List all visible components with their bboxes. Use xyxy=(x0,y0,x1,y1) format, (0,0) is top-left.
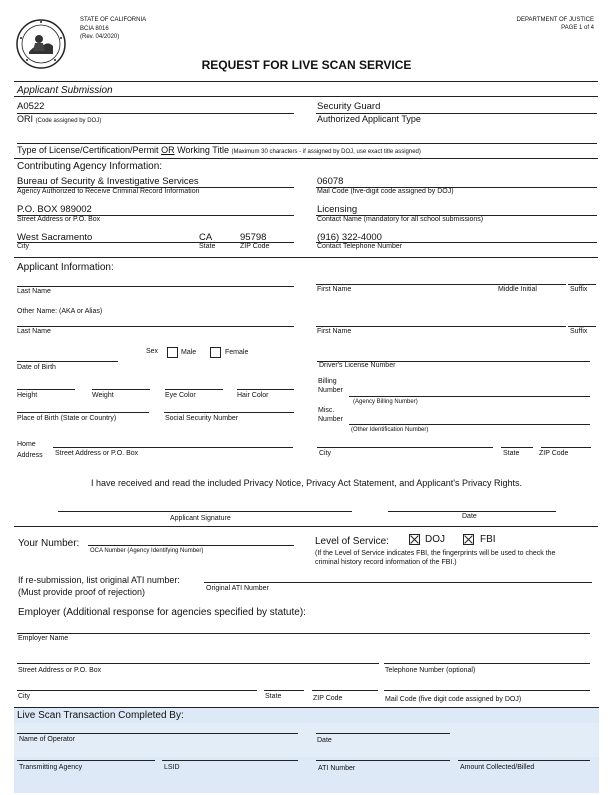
last-name-line[interactable] xyxy=(17,286,294,287)
authorized-type-value[interactable]: Security Guard xyxy=(317,101,381,112)
home-zip-line[interactable] xyxy=(541,447,591,448)
male-checkbox[interactable] xyxy=(167,347,178,358)
agency-state-value[interactable]: CA xyxy=(199,232,213,243)
divider xyxy=(14,526,598,527)
ati-number-line[interactable] xyxy=(316,760,450,761)
drivers-license-label: Driver's License Number xyxy=(319,362,396,369)
misc-number-line[interactable] xyxy=(349,424,590,425)
aka-first-name-label: First Name xyxy=(317,328,352,335)
weight-label: Weight xyxy=(92,392,114,399)
divider xyxy=(14,707,599,708)
fbi-note-line2: criminal history record information of the FBI.) xyxy=(315,559,457,566)
privacy-statement: I have received and read the included Privacy Notice, Privacy Act Statement, and Applicant's Privacy Rights. xyxy=(91,478,522,488)
middle-initial-label: Middle Initial xyxy=(498,286,537,293)
employer-state-label: State xyxy=(265,693,282,700)
misc-number-label: Misc. Number xyxy=(318,407,343,423)
divider xyxy=(14,158,598,159)
aka-suffix-line[interactable] xyxy=(568,326,596,327)
employer-mail-code-line[interactable] xyxy=(384,690,590,691)
mail-code-label: Mail Code (five-digit code assigned by DOJ) xyxy=(317,188,454,195)
billing-number-label: Billing Number xyxy=(318,378,343,394)
your-number-label: Your Number: xyxy=(18,538,80,549)
license-type-label: Type of License/Certification/Permit OR Working Title (Maximum 30 characters - if assigned by DOJ, use exact title assigned) xyxy=(17,145,421,155)
license-type-line[interactable] xyxy=(17,143,597,144)
billing-number-note: (Agency Billing Number) xyxy=(353,399,418,405)
state-label: STATE OF CALIFORNIA xyxy=(80,17,147,23)
aka-first-name-line[interactable] xyxy=(316,326,566,327)
amount-label: Amount Collected/Billed xyxy=(460,764,535,771)
eye-color-label: Eye Color xyxy=(165,392,196,399)
dob-label: Date of Birth xyxy=(17,364,56,371)
signature-date-line[interactable] xyxy=(388,511,556,512)
amount-line[interactable] xyxy=(458,760,590,761)
divider xyxy=(14,81,598,82)
your-number-line[interactable] xyxy=(88,545,294,546)
misc-number-note: (Other Identification Number) xyxy=(351,427,429,433)
employer-zip-line[interactable] xyxy=(312,690,378,691)
lsid-label: LSID xyxy=(164,764,180,771)
divider xyxy=(14,257,598,258)
employer-name-line[interactable] xyxy=(17,633,590,634)
home-address-label: Home Address xyxy=(17,441,43,459)
aka-suffix-label: Suffix xyxy=(570,328,588,335)
agency-state-label: State xyxy=(199,243,216,250)
applicant-information-heading: Applicant Information: xyxy=(17,262,114,273)
weight-line[interactable] xyxy=(92,389,150,390)
home-state-line[interactable] xyxy=(501,447,533,448)
signature-date-label: Date xyxy=(462,513,477,520)
authorized-type-label: Authorized Applicant Type xyxy=(317,114,421,124)
employer-zip-label: ZIP Code xyxy=(313,695,343,702)
agency-city-value[interactable]: West Sacramento xyxy=(17,232,93,243)
ati-number-label: ATI Number xyxy=(318,765,356,772)
aka-last-name-label: Last Name xyxy=(17,328,51,335)
doj-label: DOJ xyxy=(425,534,445,545)
form-id: BCIA 8016 xyxy=(80,26,109,32)
agency-address-label: Street Address or P.O. Box xyxy=(17,216,101,223)
level-of-service-label: Level of Service: xyxy=(315,536,389,547)
employer-state-line[interactable] xyxy=(264,690,304,691)
height-line[interactable] xyxy=(17,389,75,390)
height-label: Height xyxy=(17,392,38,399)
ori-label: ORI (Code assigned by DOJ) xyxy=(17,114,102,124)
agency-city-label: City xyxy=(17,243,30,250)
operator-label: Name of Operator xyxy=(19,736,76,743)
transmitting-agency-line[interactable] xyxy=(17,760,155,761)
first-name-line[interactable] xyxy=(316,284,566,285)
ori-value[interactable]: A0522 xyxy=(17,101,45,112)
applicant-submission-heading: Applicant Submission xyxy=(17,85,113,96)
form-title: REQUEST FOR LIVE SCAN SERVICE xyxy=(201,58,412,72)
signature-label: Applicant Signature xyxy=(170,515,231,522)
doj-checkbox[interactable] xyxy=(409,534,420,545)
home-city-label: City xyxy=(319,450,332,457)
page-number: PAGE 1 of 4 xyxy=(561,25,594,31)
original-ati-line[interactable] xyxy=(204,582,592,583)
oca-note: OCA Number (Agency Identifying Number) xyxy=(90,548,204,554)
suffix-label: Suffix xyxy=(570,286,588,293)
last-name-label: Last Name xyxy=(17,288,51,295)
employer-phone-line[interactable] xyxy=(384,663,590,664)
contact-name-value[interactable]: Licensing xyxy=(317,204,358,215)
mail-code-value[interactable]: 06078 xyxy=(317,176,344,187)
other-name-label: Other Name: (AKA or Alias) xyxy=(17,308,103,315)
agency-zip-value[interactable]: 95798 xyxy=(240,232,267,243)
female-checkbox[interactable] xyxy=(210,347,221,358)
department-label: DEPARTMENT OF JUSTICE xyxy=(516,17,594,23)
live-scan-date-line[interactable] xyxy=(316,733,450,734)
contact-name-label: Contact Name (mandatory for all school submissions) xyxy=(317,216,484,223)
divider xyxy=(14,96,598,97)
original-ati-label: Original ATI Number xyxy=(206,585,269,592)
transmitting-agency-label: Transmitting Agency xyxy=(19,764,83,771)
agency-zip-label: ZIP Code xyxy=(240,243,270,250)
employer-name-label: Employer Name xyxy=(18,635,69,642)
home-state-label: State xyxy=(503,450,520,457)
home-city-line[interactable] xyxy=(317,447,493,448)
contributing-agency-heading: Contributing Agency Information: xyxy=(17,161,163,172)
employer-city-line[interactable] xyxy=(17,690,257,691)
employer-phone-label: Telephone Number (optional) xyxy=(385,667,476,674)
agency-name-value[interactable]: Bureau of Security & Investigative Services xyxy=(17,176,199,187)
hair-color-line[interactable] xyxy=(237,389,294,390)
lsid-line[interactable] xyxy=(162,760,298,761)
place-of-birth-line[interactable] xyxy=(17,412,149,413)
first-name-label: First Name xyxy=(317,286,352,293)
contact-phone-value[interactable]: (916) 322-4000 xyxy=(317,232,382,243)
employer-street-label: Street Address or P.O. Box xyxy=(18,667,102,674)
sex-label: Sex xyxy=(146,348,159,355)
billing-number-line[interactable] xyxy=(349,396,590,397)
place-of-birth-label: Place of Birth (State or Country) xyxy=(17,415,117,422)
home-street-line[interactable] xyxy=(53,447,293,448)
agency-name-label: Agency Authorized to Receive Criminal Record Information xyxy=(17,188,200,195)
eye-color-line[interactable] xyxy=(165,389,223,390)
fbi-label: FBI xyxy=(480,534,496,545)
fbi-checkbox[interactable] xyxy=(463,534,474,545)
band xyxy=(14,723,599,757)
agency-address-value[interactable]: P.O. BOX 989002 xyxy=(17,204,92,215)
hair-color-label: Hair Color xyxy=(237,392,269,399)
contact-phone-label: Contact Telephone Number xyxy=(317,243,403,250)
operator-line[interactable] xyxy=(17,733,298,734)
home-zip-label: ZIP Code xyxy=(539,450,569,457)
live-scan-date-label: Date xyxy=(317,737,332,744)
ssn-label: Social Security Number xyxy=(165,415,239,422)
proof-of-rejection-label: (Must provide proof of rejection) xyxy=(18,587,146,597)
suffix-line[interactable] xyxy=(568,284,596,285)
aka-last-name-line[interactable] xyxy=(17,326,294,327)
employer-heading: Employer (Additional response for agencies specified by statute): xyxy=(18,607,306,618)
employer-street-line[interactable] xyxy=(17,663,379,664)
female-label: Female xyxy=(225,349,249,356)
male-label: Male xyxy=(181,349,197,356)
dob-line[interactable] xyxy=(17,361,118,362)
employer-city-label: City xyxy=(18,693,31,700)
fbi-note-line1: (If the Level of Service indicates FBI, the fingerprints will be used to check the xyxy=(315,550,556,557)
employer-mail-code-label: Mail Code (five digit code assigned by DOJ) xyxy=(385,696,522,703)
resubmission-label: If re-submission, list original ATI number: xyxy=(18,575,180,585)
ssn-line[interactable] xyxy=(164,412,294,413)
home-street-label: Street Address or P.O. Box xyxy=(55,450,139,457)
signature-line[interactable] xyxy=(58,511,352,512)
form-revision: (Rev. 04/2020) xyxy=(80,34,120,40)
live-scan-heading: Live Scan Transaction Completed By: xyxy=(17,710,184,721)
